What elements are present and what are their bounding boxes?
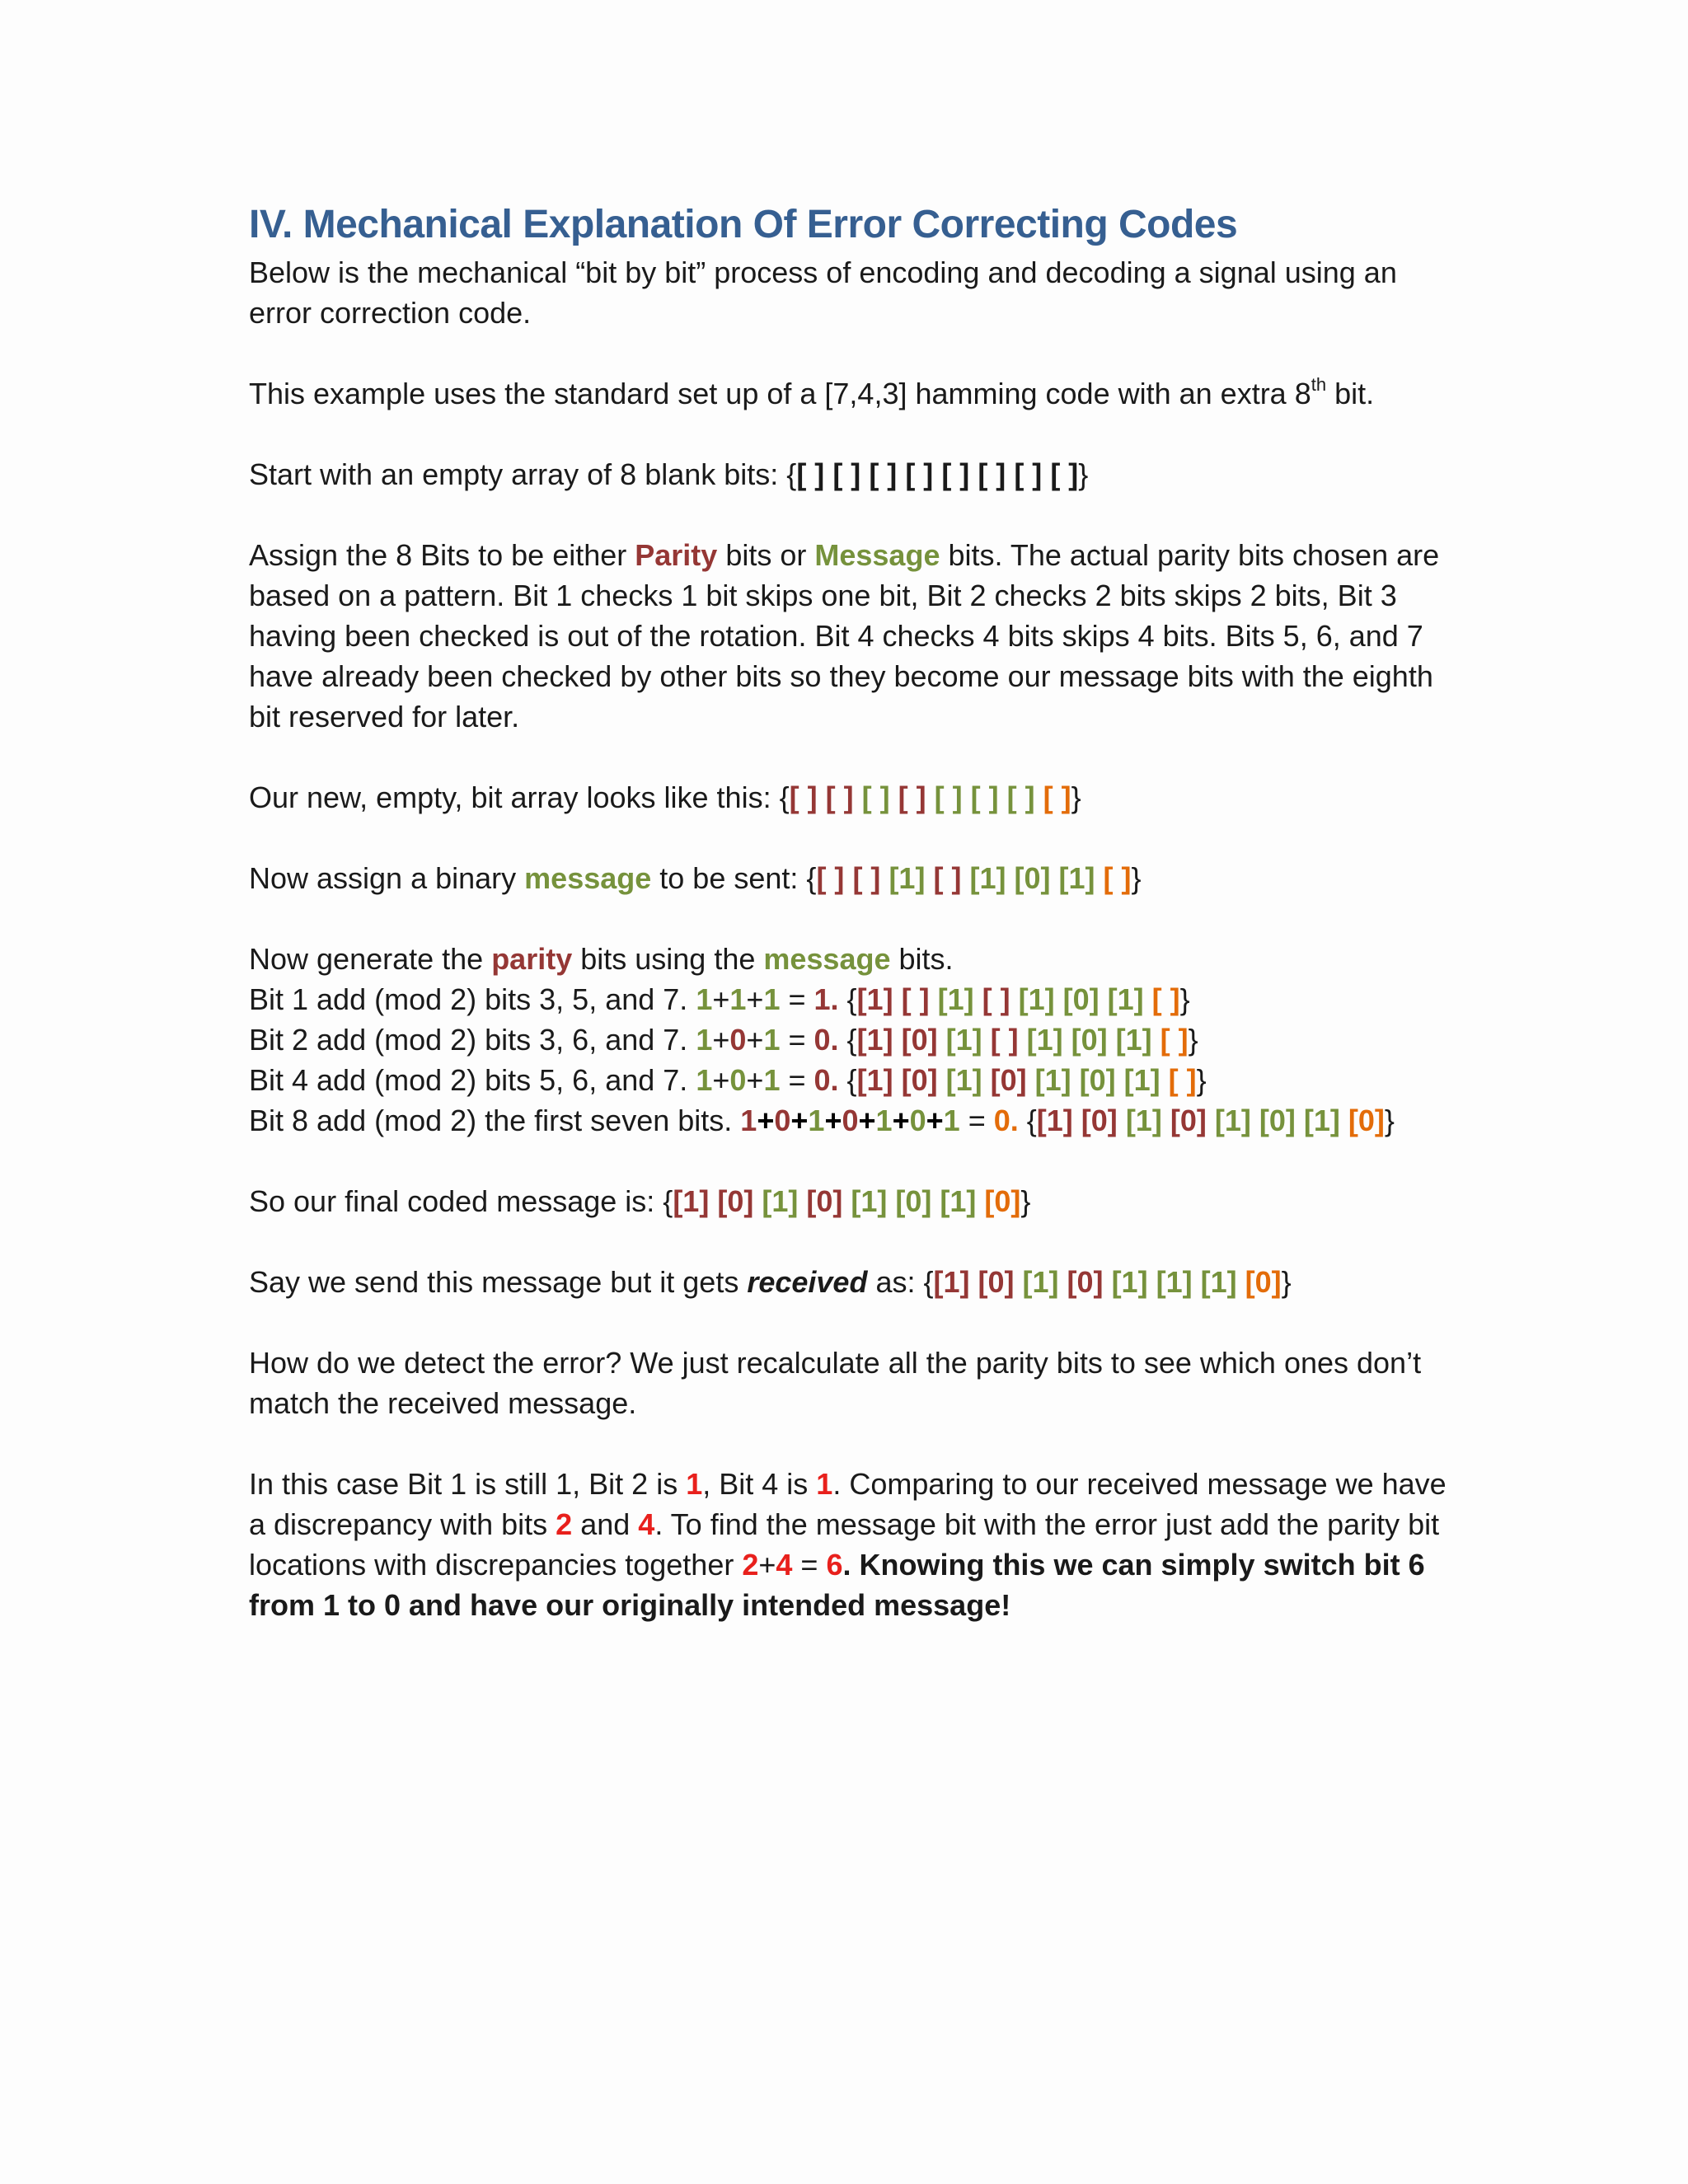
discrepancy-value: 1	[686, 1467, 703, 1501]
message-bit: [ ]	[1006, 780, 1035, 814]
brace: }	[1078, 457, 1089, 491]
message-bit: [1]	[1214, 1104, 1251, 1137]
term: 1	[696, 982, 713, 1016]
bit-cell: [ ]	[1050, 457, 1079, 491]
text: bits. The actual parity bits chosen are based on a pattern. Bit 1 checks 1 bit skips one bit, Bit 2 checks 2 bits skips 2 bits, Bit 3 having been checked is out of the rotation. Bit 4 checks 4 bits skips 4 bits. Bits 5, 6, and 7 have already been checked by other bits so they become our message bits with the eighth bit reserved for later.	[249, 538, 1440, 733]
brace: }	[1188, 1023, 1198, 1057]
text: bits or	[717, 538, 815, 572]
error-position: 6	[826, 1548, 843, 1582]
generate-paragraph	[249, 939, 1452, 1141]
message-bit: [0]	[1062, 982, 1100, 1016]
final-label: So our final coded message is: {	[249, 1184, 673, 1218]
final-message-paragraph	[249, 1181, 1452, 1221]
intro-paragraph: Below is the mechanical “bit by bit” process of encoding and decoding a signal using an error correction code.	[249, 255, 1397, 330]
term: 0	[729, 1023, 747, 1057]
operator: +	[757, 1104, 775, 1137]
message-bit: [1]	[1026, 1023, 1063, 1057]
equals: =	[780, 1023, 814, 1057]
bit-cell: [ ]	[978, 457, 1006, 491]
brace: {	[838, 982, 857, 1016]
message-bit: [1]	[1200, 1265, 1237, 1299]
message-bit: [1]	[937, 982, 974, 1016]
text: Now generate the	[249, 942, 492, 976]
bit2-calculation-line	[249, 1019, 1452, 1060]
parity-bit: [1]	[933, 1265, 970, 1299]
parity-bit: [ ]	[852, 861, 881, 895]
parity-keyword: parity	[491, 942, 573, 976]
parity-bit: [ ]	[982, 982, 1010, 1016]
bit-cell: [ ]	[905, 457, 934, 491]
bit8-calculation-line	[249, 1100, 1452, 1141]
term: 1	[696, 1063, 713, 1097]
brace: {	[1018, 1104, 1037, 1137]
calc-result: 0.	[814, 1063, 839, 1097]
calc-label: Bit 8 add (mod 2) the first seven bits.	[249, 1104, 741, 1137]
message-bit: [1]	[969, 861, 1006, 895]
calc-result: 0.	[993, 1104, 1019, 1137]
text: to be sent: {	[651, 861, 817, 895]
received-paragraph	[249, 1262, 1452, 1302]
text: bits using the	[572, 942, 764, 976]
message-bit: [1]	[1034, 1063, 1071, 1097]
eighth-bit: [ ]	[1160, 1023, 1189, 1057]
parity-bit: [0]	[806, 1184, 843, 1218]
new-array-paragraph	[249, 777, 1452, 818]
operator: +	[892, 1104, 910, 1137]
discrepancy-value: 4	[776, 1548, 793, 1582]
parity-bit: [ ]	[898, 780, 926, 814]
empty-array-label: Start with an empty array of 8 blank bits: {	[249, 457, 797, 491]
term: 1	[763, 1023, 781, 1057]
eighth-bit: [0]	[1348, 1104, 1385, 1137]
brace: }	[1179, 982, 1190, 1016]
eighth-bit: [0]	[984, 1184, 1021, 1218]
term: 1	[763, 1063, 781, 1097]
parity-bit: [0]	[978, 1265, 1015, 1299]
equals: =	[780, 1063, 814, 1097]
message-keyword: Message	[814, 538, 940, 572]
document-body	[249, 198, 1452, 1666]
term: 0	[774, 1104, 791, 1137]
brace: }	[1131, 861, 1142, 895]
text: Assign the 8 Bits to be either	[249, 538, 635, 572]
parity-bit: [0]	[901, 1063, 938, 1097]
discrepancy-value: 1	[816, 1467, 833, 1501]
bit-cell: [ ]	[869, 457, 898, 491]
message-bit: [1]	[1018, 982, 1055, 1016]
parity-bit: [0]	[901, 1023, 938, 1057]
message-bit: [1]	[945, 1063, 982, 1097]
term: 1	[740, 1104, 757, 1137]
parity-bit: [ ]	[901, 982, 930, 1016]
parity-bit: [0]	[1067, 1265, 1104, 1299]
message-bit: [1]	[851, 1184, 888, 1218]
message-bit: [1]	[1107, 982, 1144, 1016]
operator: +	[858, 1104, 876, 1137]
operator: +	[926, 1104, 944, 1137]
term: 0	[909, 1104, 926, 1137]
discrepancy-value: 4	[638, 1507, 655, 1541]
operator: +	[746, 1063, 764, 1097]
equals: =	[792, 1548, 827, 1582]
operator: +	[758, 1548, 776, 1582]
parity-bit: [ ]	[789, 780, 818, 814]
operator: +	[712, 1063, 730, 1097]
term: 0	[842, 1104, 859, 1137]
term: 1	[808, 1104, 825, 1137]
message-bit: [1]	[940, 1184, 977, 1218]
bit-cell: [ ]	[1014, 457, 1043, 491]
text: Say we send this message but it gets	[249, 1265, 748, 1299]
brace: }	[1281, 1265, 1292, 1299]
calc-result: 1.	[814, 982, 839, 1016]
text: In this case Bit 1 is still 1, Bit 2 is	[249, 1467, 687, 1501]
message-bit: [1]	[1111, 1265, 1148, 1299]
text: Now assign a binary	[249, 861, 525, 895]
message-keyword: message	[763, 942, 891, 976]
discrepancy-value: 2	[742, 1548, 759, 1582]
parity-bit: [1]	[856, 1023, 893, 1057]
calc-result: 0.	[814, 1023, 839, 1057]
operator: +	[746, 1023, 764, 1057]
bit-cell: [ ]	[941, 457, 970, 491]
text: and	[572, 1507, 639, 1541]
message-bit: [1]	[1156, 1265, 1193, 1299]
conclusion-paragraph	[249, 1464, 1452, 1625]
operator: +	[712, 1023, 730, 1057]
message-bit: [1]	[1115, 1023, 1152, 1057]
calc-label: Bit 1 add (mod 2) bits 3, 5, and 7.	[249, 982, 696, 1016]
new-array-label: Our new, empty, bit array looks like this: {	[249, 780, 790, 814]
eighth-bit: [0]	[1245, 1265, 1282, 1299]
assign-paragraph	[249, 535, 1452, 737]
bit1-calculation-line	[249, 979, 1452, 1019]
brace: {	[838, 1023, 857, 1057]
message-bit: [1]	[889, 861, 926, 895]
eighth-bit: [ ]	[1043, 780, 1071, 814]
bit4-calculation-line	[249, 1060, 1452, 1100]
text: . To find the message bit with the error just add the parity bit locations with discrepancies together	[249, 1507, 1440, 1582]
eighth-bit: [ ]	[1151, 982, 1180, 1016]
parity-bit: [ ]	[990, 1023, 1019, 1057]
setup-paragraph	[249, 373, 1452, 414]
received-keyword: received	[747, 1265, 868, 1299]
parity-bit: [1]	[1036, 1104, 1073, 1137]
operator: +	[824, 1104, 842, 1137]
detect-paragraph: How do we detect the error? We just recalculate all the parity bits to see which ones don’t match the received message.	[249, 1346, 1422, 1420]
brace: {	[838, 1063, 857, 1097]
bit-array	[796, 457, 1078, 491]
setup-text-end: bit.	[1326, 377, 1375, 410]
message-array-paragraph	[249, 858, 1452, 898]
text: bits.	[890, 942, 954, 976]
operator: +	[790, 1104, 809, 1137]
setup-text: This example uses the standard set up of a [7,4,3] hamming code with an extra 8	[249, 377, 1311, 410]
term: 1	[943, 1104, 960, 1137]
term: 0	[729, 1063, 747, 1097]
eighth-bit: [ ]	[1103, 861, 1132, 895]
equals: =	[959, 1104, 994, 1137]
message-keyword: message	[524, 861, 652, 895]
parity-bit: [0]	[717, 1184, 754, 1218]
term: 1	[696, 1023, 713, 1057]
parity-keyword: Parity	[635, 538, 718, 572]
brace: }	[1384, 1104, 1395, 1137]
message-bit: [1]	[1125, 1104, 1162, 1137]
brace: }	[1020, 1184, 1031, 1218]
term: 1	[763, 982, 781, 1016]
message-bit: [0]	[1079, 1063, 1116, 1097]
text: , Bit 4 is	[702, 1467, 817, 1501]
parity-bit: [0]	[1081, 1104, 1118, 1137]
text: as: {	[867, 1265, 934, 1299]
message-bit: [0]	[1014, 861, 1051, 895]
generate-intro-line	[249, 939, 1452, 979]
parity-bit: [1]	[673, 1184, 710, 1218]
bold-conclusion: . Knowing this we can simply switch bit 6 from 1 to 0 and have our originally intended message!	[249, 1548, 1425, 1622]
parity-bit: [1]	[856, 1063, 893, 1097]
message-bit: [1]	[762, 1184, 799, 1218]
section-heading: IV. Mechanical Explanation Of Error Correcting Codes	[249, 203, 1238, 246]
message-bit: [1]	[945, 1023, 982, 1057]
operator: +	[746, 982, 764, 1016]
message-bit: [1]	[1058, 861, 1095, 895]
message-bit: [0]	[1259, 1104, 1296, 1137]
brace: }	[1196, 1063, 1207, 1097]
message-bit: [ ]	[934, 780, 963, 814]
brace: }	[1071, 780, 1081, 814]
message-bit: [1]	[1123, 1063, 1160, 1097]
calc-label: Bit 2 add (mod 2) bits 3, 6, and 7.	[249, 1023, 696, 1057]
superscript: th	[1311, 374, 1327, 395]
discrepancy-value: 2	[556, 1507, 573, 1541]
calc-label: Bit 4 add (mod 2) bits 5, 6, and 7.	[249, 1063, 696, 1097]
message-bit: [0]	[895, 1184, 932, 1218]
empty-array-paragraph	[249, 454, 1452, 494]
parity-bit: [ ]	[816, 861, 845, 895]
message-bit: [1]	[1303, 1104, 1340, 1137]
parity-bit: [1]	[856, 982, 893, 1016]
message-bit: [ ]	[861, 780, 890, 814]
bit-cell: [ ]	[832, 457, 861, 491]
message-bit: [1]	[1022, 1265, 1059, 1299]
operator: +	[712, 982, 730, 1016]
term: 1	[729, 982, 747, 1016]
eighth-bit: [ ]	[1168, 1063, 1197, 1097]
message-bit: [0]	[1071, 1023, 1108, 1057]
message-bit: [ ]	[970, 780, 999, 814]
text: . Comparing to our received message we have a discrepancy with bits	[249, 1467, 1447, 1541]
parity-bit: [0]	[990, 1063, 1027, 1097]
parity-bit: [ ]	[933, 861, 962, 895]
equals: =	[780, 982, 814, 1016]
parity-bit: [ ]	[825, 780, 854, 814]
parity-bit: [0]	[1170, 1104, 1207, 1137]
term: 1	[875, 1104, 893, 1137]
bit-cell: [ ]	[796, 457, 825, 491]
